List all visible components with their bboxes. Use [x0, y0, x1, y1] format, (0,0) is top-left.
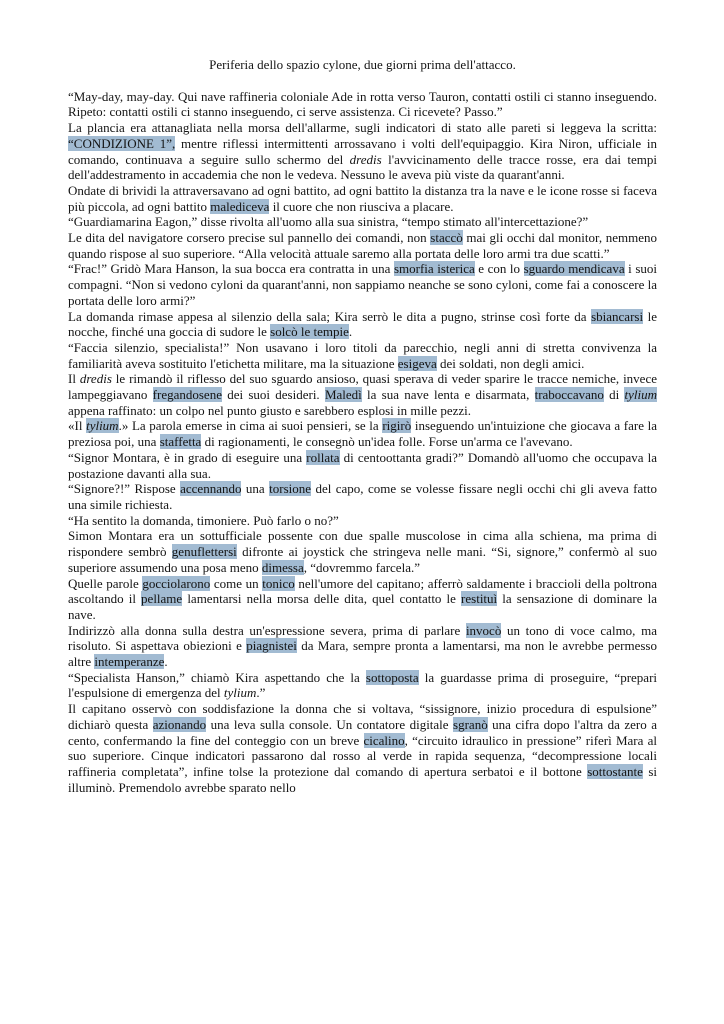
text-run: Simon Montara era un sottufficiale possente con due spalle muscolose in cima alla schiena, ma prima di rispondere sembrò	[68, 528, 657, 560]
text-run: i suoi compagni. “Non si vedono cyloni da quarant'anni, non sappiamo neanche se sono cyloni, come fai a conoscere la portata delle loro armi?”	[68, 261, 657, 308]
paragraph	[68, 120, 657, 183]
paragraph	[68, 418, 657, 449]
text-run: “Specialista Hanson,” chiamò Kira aspettando che la	[68, 669, 366, 685]
highlighted-text: malediceva	[210, 198, 270, 214]
paragraph	[68, 623, 657, 670]
text-run: , “dovremmo farcela.”	[303, 559, 420, 575]
paragraph	[68, 481, 657, 512]
paragraph	[68, 450, 657, 481]
highlighted-text: staccò	[430, 230, 463, 246]
text-run: “Signor Montara, è in grado di eseguire una	[68, 449, 307, 465]
text-run: nell'umore del capitano; afferrò saldamente i braccioli della poltrona ascoltando il	[68, 575, 658, 607]
highlighted-text: esigeva	[397, 355, 437, 371]
text-run: la guardasse prima di proseguire, “prepari l'espulsione di emergenza del	[68, 669, 658, 701]
highlighted-text: gocciolarono	[142, 575, 211, 591]
highlighted-text: torsione	[269, 481, 312, 497]
highlighted-text: invocò	[465, 622, 502, 638]
text-run: Indirizzò alla donna sulla destra un'espressione severa, prima di parlare	[68, 622, 466, 638]
paragraph	[68, 701, 657, 795]
highlighted-text: restituì	[461, 591, 498, 607]
text-run: una	[241, 481, 270, 497]
text-run: l'avvicinamento delle tracce rosse, era dai tempi dell'addestramento in accademia che non le vedeva. Nessuno le aveva più viste da quarant'anni.	[68, 151, 658, 183]
paragraph	[68, 528, 657, 575]
text-run: Le dita del navigatore corsero precise sul pannello dei comandi, non	[68, 230, 431, 246]
paragraph	[68, 261, 657, 308]
text-run: , “circuito idraulico in pressione” riferì Mara al suo superiore. Cinque indicatori passarono dal rosso al verde in rapida sequenza, “decompressione locali raffineria completata”, infine tolse la protezione dal comando di apertura serbatoi e il bottone	[68, 732, 658, 779]
highlighted-text: sbiancarsi	[591, 308, 644, 324]
paragraph	[68, 214, 657, 230]
text-run: Il	[68, 371, 80, 387]
highlighted-text: dimessa	[261, 559, 304, 575]
text-run: una cifra dopo l'altra da zero a cento, confermando la fine del conteggio con un breve	[68, 716, 657, 748]
paragraph	[68, 340, 657, 371]
text-run: difronte ai joystick che stringeva nelle mani. “Si, signore,” confermò al suo superiore assumendo una posa meno	[68, 544, 657, 575]
highlighted-text: pellame	[141, 591, 183, 607]
highlighted-text: tylium	[86, 418, 119, 434]
text-run: di ragionamenti, le consegnò un'idea folle. Forse un'arma ce l'avevano.	[201, 434, 573, 450]
highlighted-text: “CONDIZIONE 1”,	[68, 135, 176, 151]
text-run: appena raffinato: un colpo nel punto giusto e sarebbero esplosi in mille pezzi.	[68, 402, 472, 418]
text-run: La plancia era attanagliata nella morsa dell'allarme, sugli indicatori di stato alle pareti si leggeva la scritta:	[68, 120, 657, 136]
text-run: dredis	[349, 151, 382, 167]
text-run: “May-day, may-day. Qui nave raffineria coloniale Ade in rotta verso Tauron, contatti ostili ci stanno inseguendo. Ripeto: contatti ostili ci stanno inseguendo, ci serve assistenza. Ci ricevete? Passo.”	[68, 88, 657, 120]
text-run: inseguendo un'intuizione che giocava a fare la preziosa poi, una	[68, 418, 657, 450]
highlighted-text: cicalino	[363, 732, 405, 748]
page-title: Periferia dello spazio cylone, due giorni prima dell'attacco.	[209, 57, 516, 72]
paragraph	[68, 513, 657, 529]
highlighted-text: staffetta	[159, 434, 202, 450]
text-run: dei soldati, non degli amici.	[436, 355, 585, 371]
text-run: del capo, come se volesse fissare negli occhi chi gli aveva fatto una simile richiesta.	[68, 481, 657, 512]
highlighted-text: sottoposta	[365, 669, 419, 685]
highlighted-text: fregandosene	[152, 387, 222, 403]
highlighted-text: piagnistei	[246, 638, 297, 654]
text-run: .	[348, 324, 353, 340]
paragraph	[68, 230, 657, 261]
highlighted-text: smorfia isterica	[393, 261, 475, 277]
text-run: il cuore che non riusciva a placare.	[269, 198, 454, 214]
highlighted-text: genuflettersi	[171, 544, 237, 560]
highlighted-text: rollata	[306, 449, 340, 465]
text-run: “Faccia silenzio, specialista!” Non usavano i loro titoli da parecchio, negli anni di stretta convivenza la familiarità aveva sostituito l'etichetta militare, ma la situazione	[68, 339, 657, 371]
paragraph	[68, 670, 657, 701]
text-run: come un	[210, 575, 263, 591]
highlighted-text: intemperanze	[94, 654, 165, 670]
paragraph	[68, 183, 657, 214]
text-run: si illuminò. Premendolo avrebbe sparato nello	[68, 763, 658, 795]
highlighted-text: solcò le tempie	[270, 324, 349, 340]
text-run: Il capitano osservò con soddisfazione la donna che si voltava, “sissignore, inizio procedura di espulsione” dichiarò questa	[68, 701, 657, 732]
text-run: di centoottanta gradi?” Domandò all'uomo che occupava la postazione davanti alla sua.	[68, 449, 657, 481]
highlighted-text: tonico	[262, 575, 295, 591]
text-run: .”	[256, 685, 266, 701]
highlighted-text: accennando	[180, 481, 242, 497]
paragraph	[68, 371, 657, 418]
text-run: .	[164, 654, 168, 670]
text-run: Quelle parole	[68, 575, 143, 591]
text-run: di	[603, 387, 625, 403]
text-run: La domanda rimase appesa al silenzio della sala; Kira serrò le dita a pugno, strinse così forte da	[68, 308, 592, 324]
text-run: le nocche, finché una goccia di sudore le	[68, 308, 657, 340]
paragraph	[68, 309, 657, 340]
paragraph	[68, 576, 657, 623]
highlighted-text: sguardo mendicava	[523, 261, 625, 277]
highlighted-text: azionando	[152, 716, 207, 732]
document-body	[68, 89, 657, 796]
text-run: lamentarsi nella morsa delle dita, quel contatto le	[182, 591, 462, 607]
highlighted-text: sottostante	[587, 763, 643, 779]
text-run: tylium	[223, 685, 257, 701]
highlighted-text: traboccavano	[534, 387, 604, 403]
text-run: dei suoi desideri.	[221, 387, 325, 403]
text-run: “Signore?!” Rispose	[68, 481, 181, 497]
text-run: un tono di voce calmo, ma risoluto. Si aspettava obiezioni e	[68, 622, 657, 654]
text-run: mai gli occhi dal monitor, nemmeno quando rispose al suo superiore. “Alla velocità attuale saremo alla portata delle loro armi tra due scatti.”	[68, 230, 657, 261]
text-run: la sensazione di dominare la nave.	[68, 591, 657, 622]
text-run: «Il	[68, 418, 87, 434]
text-run: le rimandò il riflesso del suo sguardo ansioso, quasi sperava di veder sparire le tracce nemiche, invece lampeggiavano	[68, 371, 657, 403]
paragraph	[68, 89, 657, 120]
text-run: .» La parola emerse in cima ai suoi pensieri, se la	[118, 418, 383, 434]
highlighted-text: sgranò	[453, 716, 488, 732]
text-run: “Frac!” Gridò Mara Hanson, la sua bocca era contratta in una	[68, 261, 394, 277]
text-run: da Mara, sempre pronta a lamentarsi, ma non le avrebbe permesso altre	[68, 638, 657, 670]
text-run: “Ha sentito la domanda, timoniere. Può farlo o no?”	[68, 512, 339, 528]
text-run: “Guardiamarina Eagon,” disse rivolta all'uomo alla sua sinistra, “tempo stimato all'intercettazione?”	[68, 214, 589, 230]
text-run: dredis	[79, 371, 112, 387]
text-run: mentre riflessi intermittenti arrossavano i volti dell'equipaggio. Kira Niron, ufficiale in comando, continuava a seguire sullo schermo del	[68, 135, 657, 167]
text-run: la sua nave lenta e disarmata,	[361, 387, 535, 403]
highlighted-text: tylium	[624, 387, 657, 403]
highlighted-text: rigirò	[382, 418, 412, 434]
text-run: e con lo	[474, 261, 524, 277]
highlighted-text: Maledì	[324, 387, 362, 403]
text-run: una leva sulla console. Un contatore digitale	[206, 716, 454, 732]
text-run: Ondate di brividi la attraversavano ad ogni battito, ad ogni battito la distanza tra la nave e le icone rosse si faceva più piccola, ad ogni battito	[68, 182, 657, 214]
